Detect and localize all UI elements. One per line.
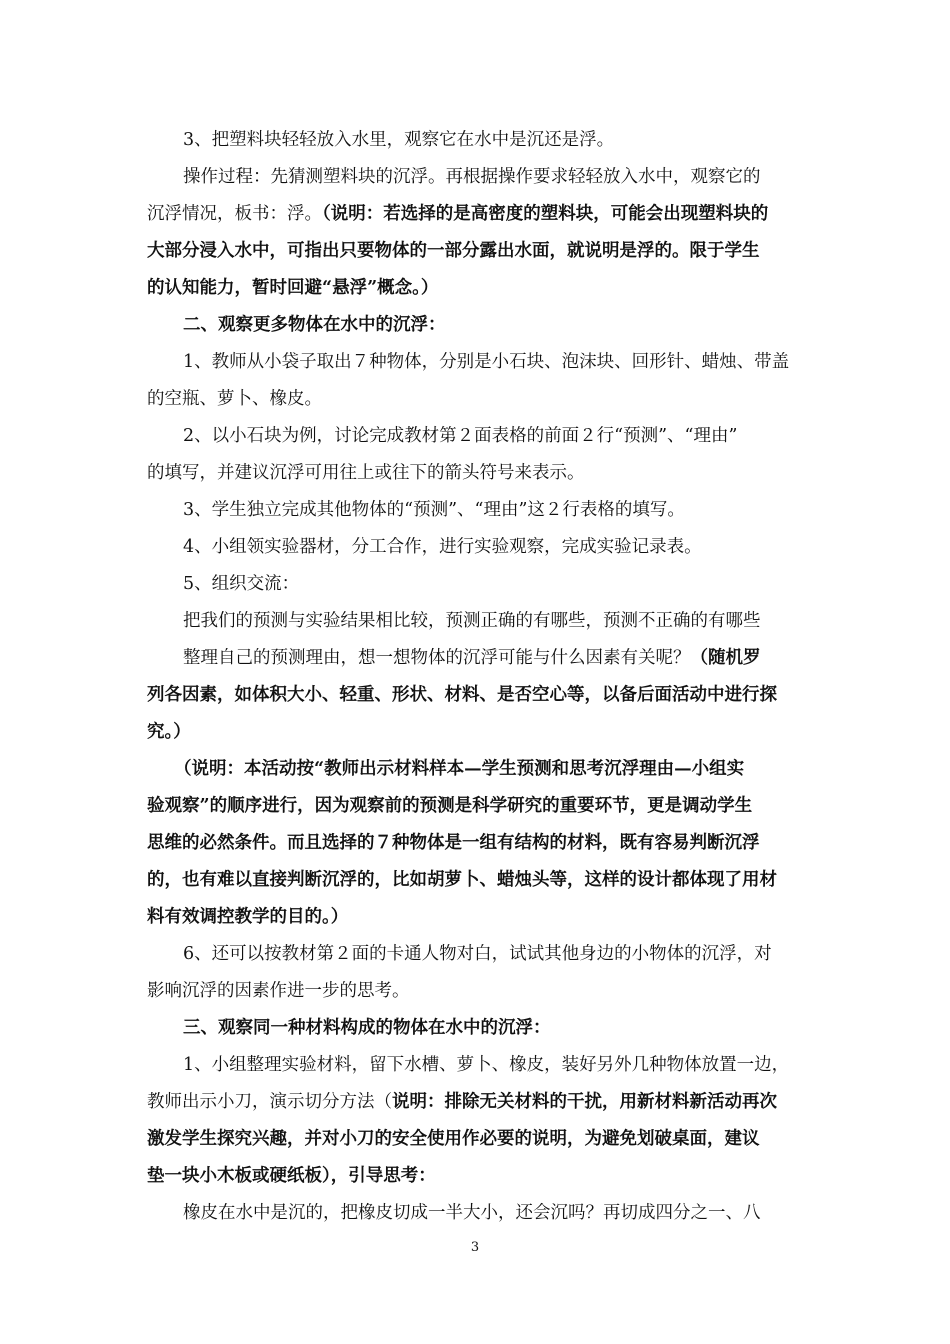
text-line: 操作过程：先猜测塑料块的沉浮。再根据操作要求轻轻放入水中，观察它的 bbox=[183, 167, 761, 187]
text-line: 的空瓶、萝卜、橡皮。 bbox=[147, 389, 322, 409]
text-line: 把我们的预测与实验结果相比较，预测正确的有哪些，预测不正确的有哪些 bbox=[183, 611, 761, 631]
bold-note: 料有效调控教学的目的。） bbox=[147, 907, 349, 927]
page-number: 3 bbox=[470, 1240, 480, 1255]
text-line bbox=[147, 788, 817, 825]
text-line: 5、组织交流： bbox=[183, 574, 300, 594]
text-line bbox=[147, 233, 817, 270]
bold-note: 究。） bbox=[147, 722, 191, 742]
bold-note: 列各因素，如体积大小、轻重、形状、材料、是否空心等，以备后面活动中进行探 bbox=[147, 685, 777, 705]
text-line bbox=[147, 899, 817, 936]
text-line bbox=[147, 825, 817, 862]
bold-note: 验观察”的顺序进行，因为观察前的预测是科学研究的重要环节，更是调动学生 bbox=[147, 796, 753, 816]
text-line: 1、教师从小袋子取出７种物体，分别是小石块、泡沫块、回形针、蜡烛、带盖 bbox=[183, 352, 790, 372]
text-line: 1、小组整理实验材料，留下水槽、萝卜、橡皮，装好另外几种物体放置一边， bbox=[183, 1055, 790, 1075]
text-line: 橡皮在水中是沉的，把橡皮切成一半大小，还会沉吗？再切成四分之一、八 bbox=[183, 1203, 761, 1223]
text-line: 的填写，并建议沉浮可用往上或往下的箭头符号来表示。 bbox=[147, 463, 585, 483]
text-line bbox=[147, 862, 817, 899]
section-heading: 三、观察同一种材料构成的物体在水中的沉浮： bbox=[183, 1018, 551, 1038]
bold-note: （说明：本活动按“教师出示材料样本—学生预测和思考沉浮理由—小组实 bbox=[174, 759, 745, 779]
text-line: 2、以小石块为例，讨论完成教材第２面表格的前面２行“预测”、“理由” bbox=[183, 426, 738, 446]
bold-note: （随机罗 bbox=[690, 648, 761, 668]
text-line bbox=[147, 1158, 817, 1195]
bold-note: 说明：排除无关材料的干扰，用新材料新活动再次 bbox=[392, 1092, 777, 1112]
bold-note: 的，也有难以直接判断沉浮的，比如胡萝卜、蜡烛头等，这样的设计都体现了用材 bbox=[147, 870, 777, 890]
bold-note: 的认知能力，暂时回避“悬浮”概念。） bbox=[147, 278, 439, 298]
bold-note: 激发学生探究兴趣，并对小刀的安全使用作必要的说明，为避免划破桌面，建议 bbox=[147, 1129, 760, 1149]
bold-note: 大部分浸入水中，可指出只要物体的一部分露出水面，就说明是浮的。限于学生 bbox=[147, 241, 760, 261]
text-line bbox=[147, 714, 817, 751]
section-heading: 二、观察更多物体在水中的沉浮： bbox=[183, 315, 446, 335]
text-line: 3、学生独立完成其他物体的“预测”、“理由”这２行表格的填写。 bbox=[183, 500, 685, 520]
text-line bbox=[147, 1121, 817, 1158]
text-line: 6、还可以按教材第２面的卡通人物对白，试试其他身边的小物体的沉浮，对 bbox=[183, 944, 772, 964]
text-line: 3、把塑料块轻轻放入水里，观察它在水中是沉还是浮。 bbox=[183, 130, 615, 150]
bold-note: 思维的必然条件。而且选择的７种物体是一组有结构的材料，既有容易判断沉浮 bbox=[147, 833, 760, 853]
text-line: 沉浮情况，板书：浮。（说明：若选择的是高密度的塑料块，可能会出现塑料块的 bbox=[147, 204, 769, 224]
text-line bbox=[147, 677, 817, 714]
text-line bbox=[147, 751, 817, 788]
text-line: 4、小组领实验器材，分工合作，进行实验观察，完成实验记录表。 bbox=[183, 537, 702, 557]
text-line: 教师出示小刀，演示切分方法（说明：排除无关材料的干扰，用新材料新活动再次 bbox=[147, 1092, 777, 1112]
text-line: 整理自己的预测理由，想一想物体的沉浮可能与什么因素有关呢？（随机罗 bbox=[183, 648, 761, 668]
body-text bbox=[147, 122, 817, 1232]
text-line: 影响沉浮的因素作进一步的思考。 bbox=[147, 981, 410, 1001]
text-line bbox=[147, 270, 817, 307]
bold-note: （说明：若选择的是高密度的塑料块，可能会出现塑料块的 bbox=[322, 204, 769, 224]
bold-note: 垫一块小木板或硬纸板），引导思考： bbox=[147, 1166, 436, 1186]
